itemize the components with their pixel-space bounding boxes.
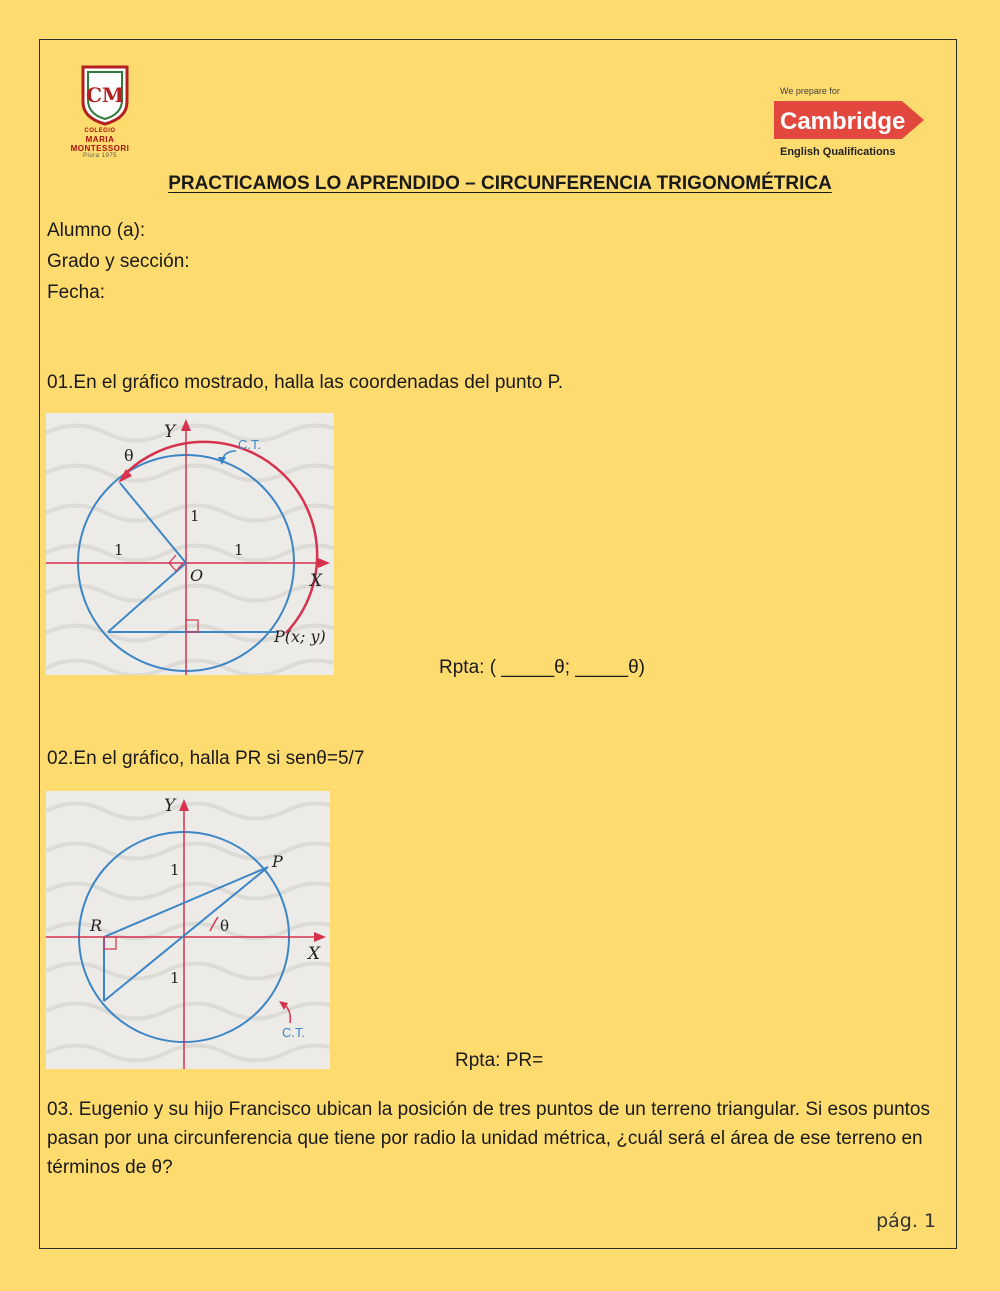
fig1-one-left: 1 [114, 541, 124, 559]
cambridge-pretext: We prepare for [780, 86, 840, 96]
question-2-figure [46, 791, 330, 1069]
fig2-x-label: X [308, 944, 321, 964]
fig2-r-label: R [90, 916, 103, 935]
fig2-p-label: P [272, 852, 283, 871]
school-line4: Piura 1975 [82, 153, 118, 159]
school-name [60, 128, 140, 160]
fig1-one-top: 1 [190, 507, 200, 525]
question-2-text: 02.En el gráfico, halla PR si senθ=5/7 [47, 748, 365, 769]
school-line1: COLEGIO [84, 128, 116, 134]
fig2-one-bottom: 1 [170, 969, 180, 987]
fig2-y-label: Y [164, 796, 176, 816]
school-line2: MARIA [85, 135, 115, 144]
cambridge-subtext: English Qualifications [780, 146, 896, 158]
school-line3: MONTESSORI [70, 144, 130, 153]
fig1-y-label: Y [164, 422, 176, 442]
page-number: pág. 1 [876, 1210, 936, 1232]
fig1-origin-label: O [190, 566, 204, 585]
date-label: Fecha: [47, 282, 106, 303]
cambridge-logo [774, 101, 926, 144]
fig2-theta-label: θ [220, 917, 230, 935]
fig1-x-label: X [310, 571, 323, 591]
fig1-one-right: 1 [234, 541, 244, 559]
fig1-p-label: P(x; y) [274, 627, 326, 646]
question-3-text: 03. Eugenio y su hijo Francisco ubican la posición de tres puntos de un terreno triangular. Si esos puntos pasan por una circunferencia que tiene por radio la unidad métrica, ¿cuál será el área de ese terreno en términos de θ? [47, 1099, 930, 1178]
page-title: PRACTICAMOS LO APRENDIDO – CIRCUNFERENCIA TRIGONOMÉTRICA [168, 173, 832, 194]
grade-label: Grado y sección: [47, 251, 190, 272]
question-2-answer[interactable]: Rpta: PR= [455, 1050, 544, 1071]
student-name-label: Alumno (a): [47, 220, 146, 241]
fig1-ct-label: C.T. [238, 437, 262, 452]
question-1-answer[interactable]: Rpta: ( _____θ; _____θ) [439, 657, 645, 678]
fig2-one-top: 1 [170, 861, 180, 879]
fig2-ct-label: C.T. [282, 1025, 306, 1040]
fig1-theta-label: θ [124, 446, 134, 465]
svg-text:CM: CM [85, 83, 125, 107]
school-logo [80, 64, 130, 131]
question-1-figure [46, 413, 334, 675]
svg-text:Cambridge: Cambridge [780, 108, 906, 135]
question-1-text: 01.En el gráfico mostrado, halla las coordenadas del punto P. [47, 372, 564, 393]
